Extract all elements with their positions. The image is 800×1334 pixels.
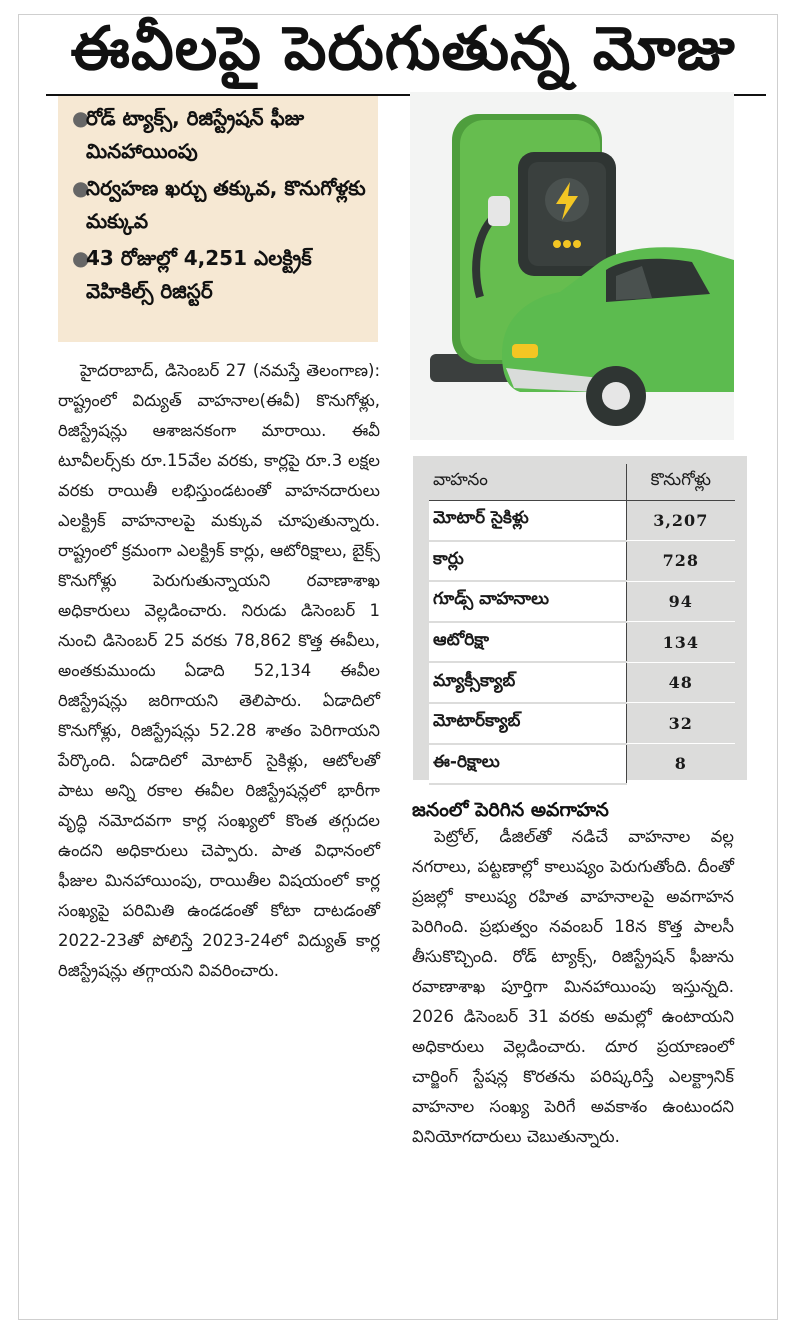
count-cell: 8 (626, 744, 735, 785)
bullet-icon: ● (72, 246, 90, 270)
vehicle-cell: ఆటోరిక్షా (429, 622, 626, 663)
vehicle-sales-table-box (413, 456, 747, 780)
table-row (429, 744, 735, 785)
column-header-purchases: కొనుగోళ్లు (626, 464, 735, 501)
highlight-item (72, 102, 368, 168)
vehicle-cell: మోటార్ సైకిళ్లు (429, 501, 626, 541)
vehicle-cell: మ్యాక్సీక్యాబ్ (429, 662, 626, 703)
article-body-left: హైదరాబాద్, డిసెంబర్ 27 (నమస్తే తెలంగాణ): రాష్ట్రంలో విద్యుత్ వాహనాల(ఈవీ) కొనుగోళ్లు, రిజిస్ట్రేషన్లు ఆశాజనకంగా మారాయి. ఈవీ టూవీలర్స్‌కు రూ.15వేల వరకు, కార్లపై రూ.3 లక్షల వరకు రాయితీ లభిస్తుండటంతో వాహనదారులు ఎలక్ట్రిక్ వాహనాలపై మక్కువ చూపుతున్నారు. రాష్ట్రంలో క్రమంగా ఎలక్ట్రిక్ కార్లు, ఆటోరిక్షాలు, బైక్స్ కొనుగోళ్లు పెరుగుతున్నాయని రవాణాశాఖ అధికారులు వెల్లడించారు. నిరుడు డిసెంబర్ 1 నుంచి డిసెంబర్ 25 వరకు 78,862 కొత్త ఈవీలు, అంతకుముందు ఏడాది 52,134 ఈవీల రిజిస్ట్రేషన్లు జరిగాయని తెలిపారు. ఏడాదిలో కొనుగోళ్లు, రిజిస్ట్రేషన్లు 52.28 శాతం పెరిగాయని పేర్కొంది. ఏడాదిలో మోటార్ సైకిళ్లు, ఆటోలతో పాటు అన్ని రకాల ఈవీల రిజిస్ట్రేషన్లలో భారీగా వృద్ధి నమోదవగా కార్ల సంఖ్యలో కొంత తగ్గుదల ఉందని అధికారులు చెప్పారు. పాత విధానంలో ఫీజుల మినహాయింపు, రాయితీల విషయంలో కార్ల సంఖ్యపై పరిమితి ఉండడంతో కోటా దాటడంతో 2022-23తో పోలిస్తే 2023-24లో విద్యుత్ కార్ల రిజిస్ట్రేషన్లు తగ్గాయని వివరించారు. (58, 361, 380, 980)
ev-charging-station-icon (410, 92, 734, 440)
count-cell: 94 (626, 581, 735, 622)
ev-charging-illustration (410, 92, 734, 440)
table-row (429, 662, 735, 703)
table-row (429, 501, 735, 541)
section-subheading: జనంలో పెరిగిన అవగాహన (412, 799, 609, 821)
count-cell: 3,207 (626, 501, 735, 541)
table-row (429, 703, 735, 744)
vehicle-cell: గూడ్స్ వాహనాలు (429, 581, 626, 622)
highlight-text: 43 రోజుల్లో 4,251 ఎలక్ట్రిక్ వెహికిల్స్ రిజిస్టర్ (86, 246, 312, 303)
article-body-right: పెట్రోల్, డీజిల్‌తో నడిచే వాహనాల వల్ల నగరాలు, పట్టణాల్లో కాలుష్యం పెరుగుతోంది. దీంతో ప్రజల్లో కాలుష్య రహిత వాహనాలపై అవగాహన పెరిగింది. ప్రభుత్వం నవంబర్ 18న కొత్త పాలసీ తీసుకొచ్చింది. రోడ్ ట్యాక్స్, రిజిస్ట్రేషన్ ఫీజును రవాణాశాఖ పూర్తిగా మినహాయింపు ఇస్తున్నది. 2026 డిసెంబర్ 31 వరకు అమల్లో ఉంటాయని అధికారులు వెల్లడించారు. దూర ప్రయాణంలో చార్జింగ్ స్టేషన్ల కొరతను పరిష్కరిస్తే ఎలక్ట్రానిక్ వాహనాల సంఖ్య పెరిగే అవకాశం ఉంటుందని వినియోగదారులు చెబుతున్నారు. (412, 827, 734, 1146)
highlight-item (72, 242, 368, 308)
column-header-vehicle: వాహనం (429, 464, 626, 501)
highlight-text: రోడ్ ట్యాక్స్, రిజిస్ట్రేషన్ ఫీజు మినహాయింపు (86, 106, 305, 163)
count-cell: 728 (626, 541, 735, 582)
bullet-icon: ● (72, 106, 90, 130)
vehicle-cell: మోటార్‌క్యాబ్ (429, 703, 626, 744)
table-row (429, 541, 735, 582)
vehicle-cell: కార్లు (429, 541, 626, 582)
count-cell: 32 (626, 703, 735, 744)
table-header-row (429, 464, 735, 501)
count-cell: 48 (626, 662, 735, 703)
headline: ఈవీలపై పెరుగుతున్న మోజు (70, 14, 736, 84)
highlights-box (58, 96, 378, 342)
count-cell: 134 (626, 622, 735, 663)
vehicle-sales-table (429, 464, 735, 785)
bullet-icon: ● (72, 176, 90, 200)
table-row (429, 581, 735, 622)
highlight-text: నిర్వహణ ఖర్చు తక్కువ, కొనుగోళ్లకు మక్కువ (86, 176, 366, 233)
table-row (429, 622, 735, 663)
highlight-item (72, 172, 368, 238)
vehicle-cell: ఈ-రిక్షాలు (429, 744, 626, 785)
